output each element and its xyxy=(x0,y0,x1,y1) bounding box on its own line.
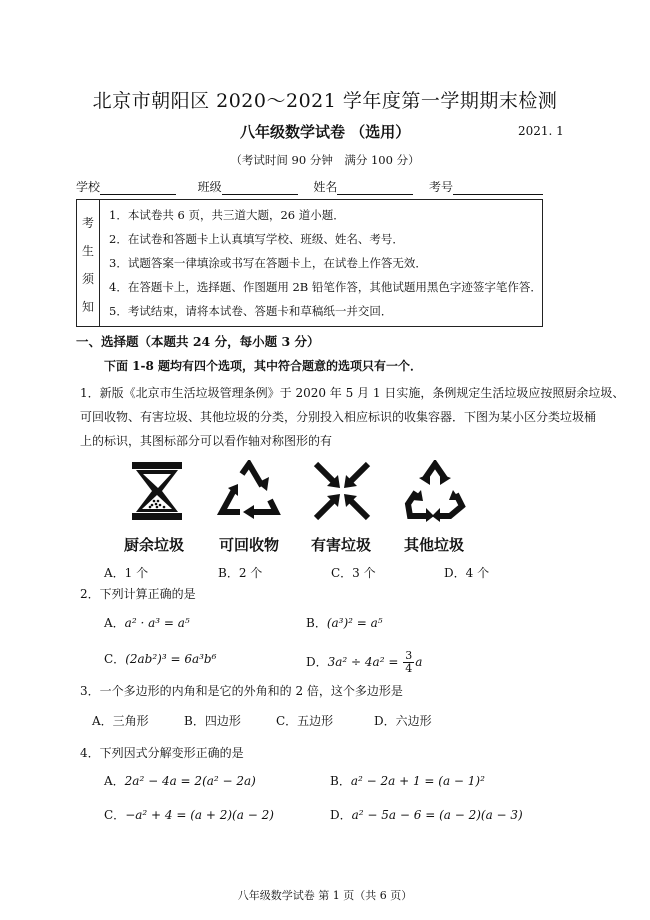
notice-side-char: 知 xyxy=(82,300,95,314)
notice-item: 5．考试结束，请将本试卷、答题卡和草稿纸一并交回． xyxy=(109,304,393,318)
icon-caption: 可回收物 xyxy=(219,536,280,554)
option-expression: a² − 5a − 6 = (a − 2)(a − 3) xyxy=(351,808,523,822)
q1-option-d[interactable]: D．4 个 xyxy=(444,566,490,580)
option-label: B． xyxy=(330,774,351,788)
option-expression: −a² + 4 = (a + 2)(a − 2) xyxy=(125,808,274,822)
q4-option-a[interactable] xyxy=(104,772,256,789)
name-label: 姓名 xyxy=(313,180,338,194)
q1-option-b[interactable]: B．2 个 xyxy=(218,566,263,580)
exam-notice-box xyxy=(76,199,543,327)
exam-date: 2021. 1 xyxy=(518,124,564,138)
page-title: 北京市朝阳区 2020～2021 学年度第一学期期末检测 xyxy=(92,90,558,112)
option-expression: 2a² − 4a = 2(a² − 2a) xyxy=(124,774,256,788)
notice-item: 3．试题答案一律填涂或书写在答题卡上，在试卷上作答无效． xyxy=(109,256,427,270)
option-label: C． xyxy=(104,652,126,666)
icon-caption: 厨余垃圾 xyxy=(124,536,185,554)
school-blank[interactable] xyxy=(100,181,176,195)
class-label: 班级 xyxy=(197,180,222,194)
fraction xyxy=(403,650,414,675)
option-label: B． xyxy=(306,616,327,630)
q4-stem: 4．下列因式分解变形正确的是 xyxy=(80,746,244,760)
q3-stem: 3．一个多边形的内角和是它的外角和的 2 倍，这个多边形是 xyxy=(80,684,403,698)
fraction-numerator: 3 xyxy=(405,649,413,662)
section-instruction: 下面 1-8 题均有四个选项，其中符合题意的选项只有一个． xyxy=(104,359,423,373)
student-info-fields xyxy=(76,178,543,195)
q1-line: 1．新版《北京市生活垃圾管理条例》于 2020 年 5 月 1 日实施，条例规定生活垃圾应按照厨余垃圾、 xyxy=(80,386,625,400)
notice-item: 2．在试卷和答题卡上认真填写学校、班级、姓名、考号． xyxy=(109,232,404,246)
option-label: A． xyxy=(104,774,125,788)
q3-option-d[interactable]: D．六边形 xyxy=(374,714,432,728)
q2-option-c[interactable] xyxy=(104,650,216,667)
notice-item: 4．在答题卡上，选择题、作图题用 2B 铅笔作答，其他试题用黑色字迹签字笔作答． xyxy=(109,280,542,294)
fraction-denominator: 4 xyxy=(405,662,413,675)
option-label: D． xyxy=(306,655,328,669)
q3-option-a[interactable]: A．三角形 xyxy=(92,714,149,728)
option-label: A． xyxy=(104,616,125,630)
school-label: 学校 xyxy=(76,180,101,194)
section-heading: 一、选择题（本题共 24 分，每小题 3 分） xyxy=(76,334,320,349)
q2-option-b[interactable] xyxy=(306,614,383,631)
option-expression: a² · a³ = a⁵ xyxy=(124,616,190,630)
icon-caption: 其他垃圾 xyxy=(404,536,465,554)
other-recycle-icon xyxy=(404,460,466,522)
q1-line: 可回收物、有害垃圾、其他垃圾的分类，分别投入相应标识的收集容器．下图为某小区分类垃圾桶 xyxy=(80,410,597,424)
q1-line: 上的标识，其图标部分可以看作轴对称图形的有 xyxy=(80,434,333,448)
hazard-arrows-icon xyxy=(310,460,374,522)
fraction-tail: a xyxy=(415,655,423,669)
option-expression: a² − 2a + 1 = (a − 1)² xyxy=(350,774,485,788)
notice-side-char: 生 xyxy=(82,244,95,258)
q4-option-d[interactable] xyxy=(330,806,523,823)
time-info: （考试时间 90 分钟 满分 100 分） xyxy=(230,153,420,167)
notice-side-label xyxy=(77,200,100,326)
notice-side-char: 须 xyxy=(82,272,95,286)
exam-subtitle: 八年级数学试卷 （选用） xyxy=(240,123,411,141)
q2-stem: 2．下列计算正确的是 xyxy=(80,587,196,601)
option-label: C． xyxy=(104,808,126,822)
q4-option-b[interactable] xyxy=(330,772,485,789)
notice-side-char: 考 xyxy=(82,216,95,230)
option-label: D． xyxy=(330,808,352,822)
page-footer: 八年级数学试卷 第 1 页（共 6 页） xyxy=(237,889,413,902)
icon-caption: 有害垃圾 xyxy=(311,536,372,554)
q3-option-b[interactable]: B．四边形 xyxy=(184,714,241,728)
number-blank[interactable] xyxy=(453,181,543,195)
option-expression: (a³)² = a⁵ xyxy=(326,616,383,630)
number-label: 考号 xyxy=(429,180,454,194)
recycle-icon xyxy=(216,460,282,522)
q2-option-d[interactable] xyxy=(306,650,422,675)
q4-option-c[interactable] xyxy=(104,806,274,823)
name-blank[interactable] xyxy=(337,181,413,195)
option-expression: 3a² ÷ 4a² = xyxy=(327,655,399,669)
q1-option-a[interactable]: A．1 个 xyxy=(104,566,149,580)
class-blank[interactable] xyxy=(222,181,298,195)
q2-option-a[interactable] xyxy=(104,614,190,631)
hourglass-icon xyxy=(126,460,188,522)
notice-item: 1．本试卷共 6 页，共三道大题，26 道小题． xyxy=(109,208,345,222)
option-expression: (2ab²)³ = 6a³b⁶ xyxy=(125,652,217,666)
q3-option-c[interactable]: C．五边形 xyxy=(276,714,334,728)
q1-option-c[interactable]: C．3 个 xyxy=(331,566,376,580)
